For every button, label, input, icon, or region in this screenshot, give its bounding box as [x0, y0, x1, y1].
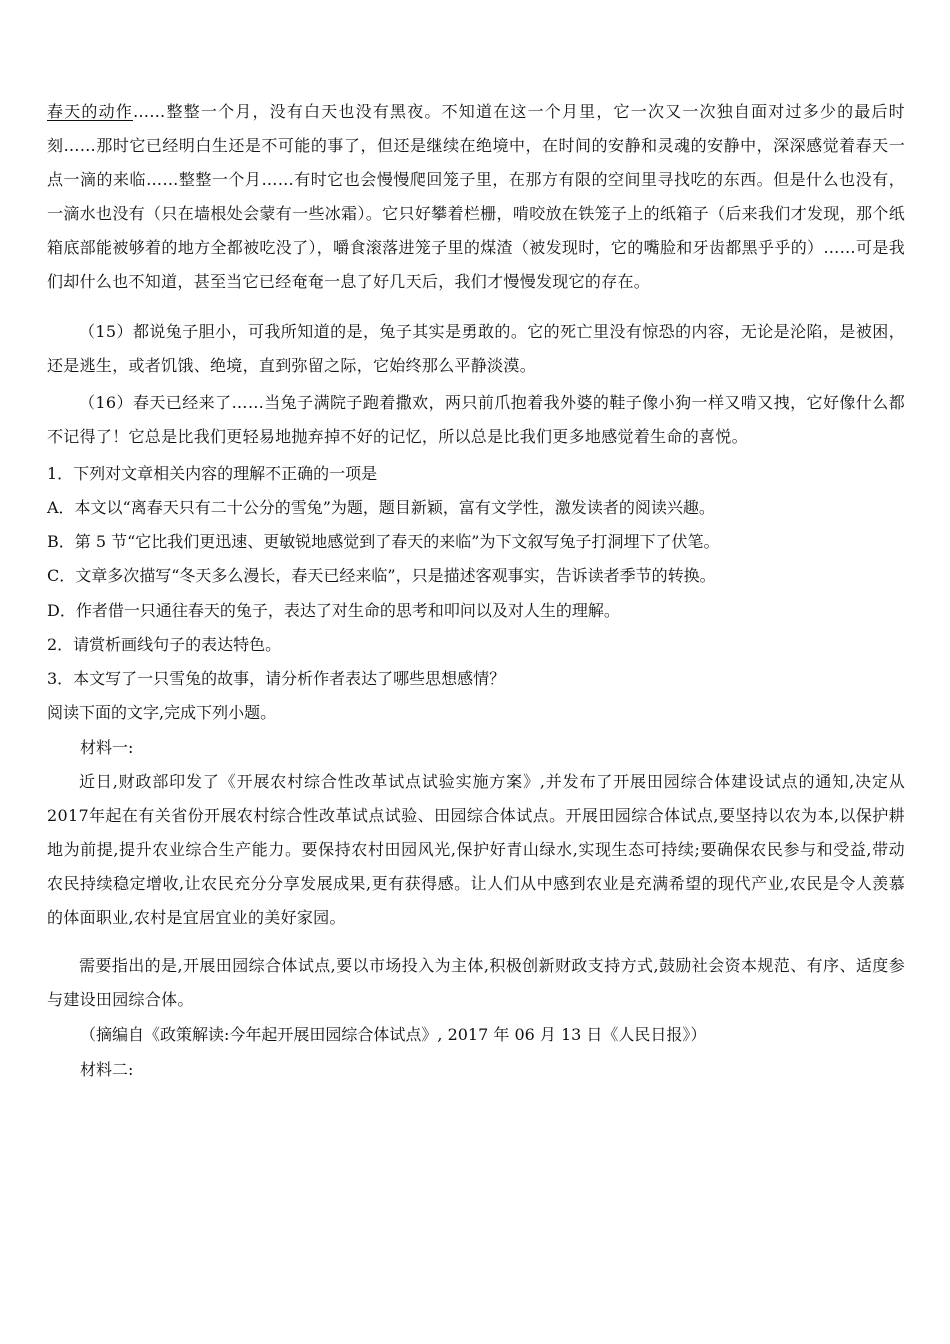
question-2: 2．请赏析画线句子的表达特色。 — [47, 635, 282, 654]
question-1: 1．下列对文章相关内容的理解不正确的一项是 — [47, 464, 378, 483]
question-1-option-b: B．第 5 节“它比我们更迅速、更敏锐地感觉到了春天的来临”为下文叙写兔子打洞埋下了伏笔。 — [47, 532, 720, 551]
question-3: 3．本文写了一只雪兔的故事，请分析作者表达了哪些思想感情？ — [47, 669, 506, 688]
underlined-phrase: 春天的动作 — [47, 102, 133, 121]
material-1-paragraph-2: 需要指出的是,开展田园综合体试点,要以市场投入为主体,积极创新财政支持方式,鼓励社会资本规范、有序、适度参与建设田园综合体。 — [47, 956, 905, 1009]
passage-paragraph-a-text: ……整整一个月，没有白天也没有黑夜。不知道在这一个月里，它一次又一次独自面对过多少的最后时刻……那时它已经明白生还是不可能的事了，但还是继续在绝境中，在时间的安静和灵魂的安静中，深深感觉着春天一点一滴的来临……整整一个月……有时它也会慢慢爬回笼子里，在那方有限的空间里寻找吃的东西。但是什么也没有，一滴水也没有（只在墙根处会蒙有一些冰霜）。它只好攀着栏栅，啃咬放在铁笼子上的纸箱子（后来我们才发现，那个纸箱底部能被够着的地方全都被吃没了），嚼食滚落进笼子里的煤渣（被发现时，它的嘴脸和牙齿都黑乎乎的）……可是我们却什么也不知道，甚至当它已经奄奄一息了好几天后，我们才慢慢发现它的存在。 — [47, 102, 905, 291]
question-1-option-c: C．文章多次描写“冬天多么漫长，春天已经来临”，只是描述客观事实，告诉读者季节的转换。 — [47, 566, 716, 585]
question-1-option-a: A．本文以“离春天只有二十公分的雪兔”为题，题目新颖，富有文学性，激发读者的阅读兴趣。 — [47, 498, 715, 517]
passage-paragraph-16: （16）春天已经来了……当兔子满院子跑着撒欢，两只前爪抱着我外婆的鞋子像小狗一样又啃又拽，它好像什么都不记得了！它总是比我们更轻易地抛弃掉不好的记忆，所以总是比我们更多地感觉着生命的喜悦。 — [47, 393, 905, 446]
passage-paragraph-a — [47, 95, 905, 299]
section-instruction: 阅读下面的文字,完成下列小题。 — [47, 703, 277, 722]
material-1-source: （摘编自《政策解读:今年起开展田园综合体试点》, 2017 年 06 月 13 日《人民日报》） — [80, 1025, 707, 1044]
material-1-paragraph-1: 近日,财政部印发了《开展农村综合性改革试点试验实施方案》,并发布了开展田园综合体建设试点的通知,决定从2017年起在有关省份开展农村综合性改革试点试验、田园综合体试点。开展田园综合体试点,要坚持以农为本,以保护耕地为前提,提升农业综合生产能力。要保持农村田园风光,保护好青山绿水,实现生态可持续;要确保农民参与和受益,带动农民持续稳定增收,让农民充分分享发展成果,更有获得感。让人们从中感到农业是充满希望的现代产业,农民是令人羡慕的体面职业,农村是宜居宜业的美好家园。 — [47, 772, 905, 927]
question-1-option-d: D．作者借一只通往春天的兔子，表达了对生命的思考和叩问以及对人生的理解。 — [47, 601, 620, 620]
material-2-label: 材料二: — [80, 1060, 134, 1079]
passage-paragraph-15: （15）都说兔子胆小，可我所知道的是，兔子其实是勇敢的。它的死亡里没有惊恐的内容，无论是沦陷，是被困，还是逃生，或者饥饿、绝境，直到弥留之际，它始终那么平静淡漠。 — [47, 322, 905, 375]
material-1-label: 材料一: — [80, 738, 134, 757]
